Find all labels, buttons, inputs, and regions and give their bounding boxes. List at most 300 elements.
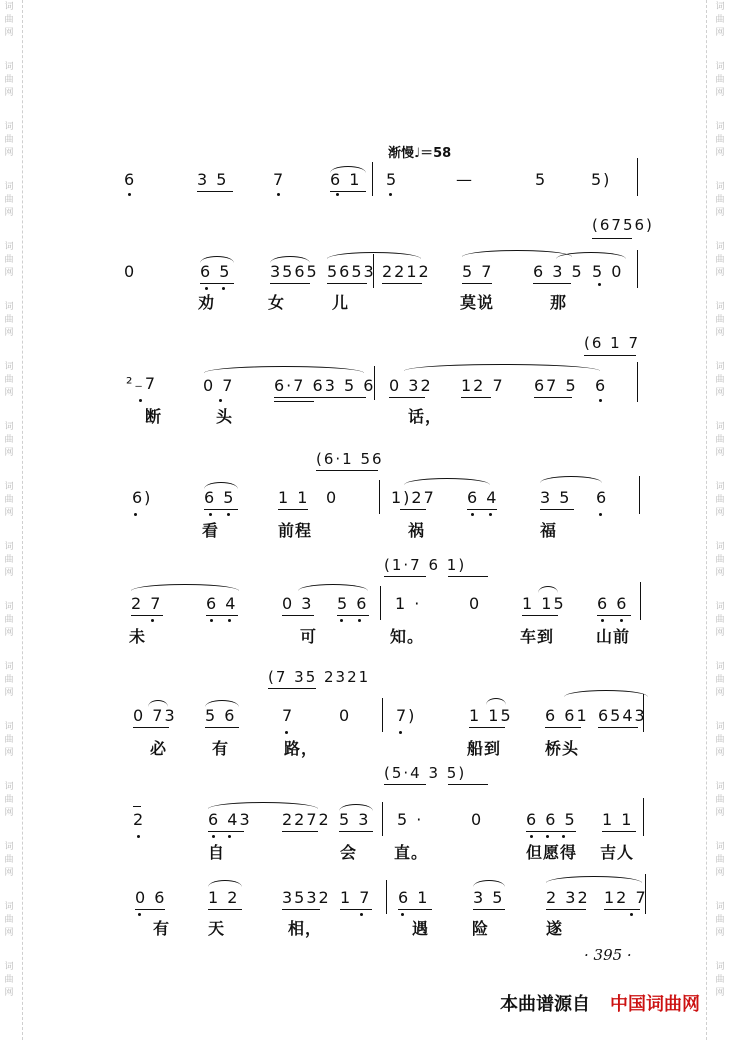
note-group: 6 4: [467, 488, 499, 507]
bar-line: [639, 476, 640, 514]
lyric: 遂: [546, 919, 564, 938]
note-group: 6 1: [330, 170, 362, 189]
cue-notes: (5·4 3 5): [384, 764, 467, 782]
note-group: 6 6 5: [526, 810, 577, 829]
lyric: 相，: [288, 919, 323, 938]
watermark-glyph: 词: [715, 2, 725, 12]
slur: [538, 586, 558, 593]
watermark-glyph: 曲: [4, 795, 14, 805]
beam-line: [592, 238, 632, 239]
note-group: 0 3: [282, 594, 314, 613]
lyric: 有: [153, 919, 171, 938]
slur: [546, 876, 642, 883]
note-group: 6 4: [206, 594, 238, 613]
note-group: 2212: [382, 262, 431, 281]
beam-line: [597, 615, 631, 616]
low-octave-dot: [546, 835, 549, 838]
bar-line: [643, 798, 644, 836]
note-group: 6543: [598, 706, 647, 725]
low-octave-dot: [630, 913, 633, 916]
note-group: 5: [386, 170, 399, 189]
beam-line: [337, 615, 369, 616]
lyric: 头: [216, 407, 234, 426]
beam-line: [448, 784, 488, 785]
watermark-glyph: 曲: [715, 375, 725, 385]
beam-line: [206, 615, 238, 616]
low-octave-dot: [209, 513, 212, 516]
watermark-glyph: 词: [4, 722, 14, 732]
note-group: 5 6: [337, 594, 369, 613]
note-group: 0: [124, 262, 137, 281]
watermark-glyph: 词: [4, 842, 14, 852]
watermark-glyph: 曲: [4, 975, 14, 985]
note-group: 7: [273, 170, 286, 189]
watermark-glyph: 词: [4, 122, 14, 132]
watermark-glyph: 网: [715, 268, 725, 278]
watermark-glyph: 曲: [715, 135, 725, 145]
note-group: 6: [124, 170, 137, 189]
note-group: 7: [282, 706, 295, 725]
footer-site-name[interactable]: 中国词曲网: [610, 994, 700, 1015]
note-group: 5653: [327, 262, 376, 281]
beam-line: [274, 397, 366, 398]
slur: [339, 804, 373, 811]
bar-line: [372, 162, 373, 196]
note-group: 1 2: [208, 888, 240, 907]
watermark-glyph: 词: [4, 902, 14, 912]
beam-line: [282, 615, 314, 616]
watermark-glyph: 网: [715, 388, 725, 398]
lyric: 祸: [408, 521, 426, 540]
lyric: 儿: [332, 293, 350, 312]
lyric: 女: [268, 293, 286, 312]
lyric: 会: [340, 843, 358, 862]
watermark-glyph: 网: [715, 688, 725, 698]
watermark-glyph: 网: [715, 988, 725, 998]
watermark-glyph: 网: [4, 88, 14, 98]
lyric: 话，: [408, 407, 443, 426]
slur: [208, 802, 318, 809]
watermark-glyph: 词: [715, 422, 725, 432]
low-octave-dot: [222, 287, 225, 290]
beam-line: [382, 283, 422, 284]
watermark-glyph: 曲: [4, 495, 14, 505]
beam-line: [473, 909, 505, 910]
beam-line: [462, 283, 492, 284]
lyric: 自: [208, 843, 226, 862]
note-group: 2 32: [546, 888, 590, 907]
watermark-glyph: 词: [715, 662, 725, 672]
beam-line: [398, 909, 432, 910]
low-octave-dot: [285, 731, 288, 734]
low-octave-dot: [401, 913, 404, 916]
watermark-glyph: 曲: [4, 195, 14, 205]
note-group: 5 7: [462, 262, 494, 281]
note-group: 1 7: [340, 888, 372, 907]
note-group: 6: [595, 376, 608, 395]
slur: [564, 690, 648, 697]
beam-line: [340, 909, 372, 910]
lyric: 看: [202, 521, 220, 540]
watermark-glyph: 词: [715, 62, 725, 72]
lyric: 遇: [412, 919, 430, 938]
note-group: 12 7: [461, 376, 505, 395]
watermark-glyph: 网: [715, 628, 725, 638]
cue-notes: (6·1 56: [316, 450, 384, 468]
note-group: 6): [132, 488, 153, 507]
watermark-glyph: 曲: [4, 435, 14, 445]
watermark-glyph: 词: [4, 542, 14, 552]
lyric: 险: [472, 919, 490, 938]
bar-line: [379, 480, 380, 514]
beam-line: [268, 688, 316, 689]
watermark-glyph: 网: [715, 208, 725, 218]
watermark-glyph: 网: [4, 208, 14, 218]
beam-line: [384, 784, 426, 785]
note-group: 0: [469, 594, 482, 613]
watermark-glyph: 网: [4, 568, 14, 578]
cue-notes: (6756): [592, 216, 654, 234]
beam-line: [526, 831, 576, 832]
watermark-glyph: 词: [715, 782, 725, 792]
cue-notes: (7 35 2321: [268, 668, 371, 686]
watermark-glyph: 曲: [715, 555, 725, 565]
low-octave-dot: [360, 913, 363, 916]
bar-line: [373, 254, 374, 288]
note-group: 3 5: [540, 488, 572, 507]
watermark-glyph: 网: [715, 328, 725, 338]
watermark-glyph: 词: [4, 2, 14, 12]
note-group: 5 6: [205, 706, 237, 725]
watermark-glyph: 词: [715, 362, 725, 372]
bar-line: [645, 874, 646, 914]
beam-line: [208, 909, 242, 910]
watermark-glyph: 网: [715, 808, 725, 818]
note-group: 6·7 63 5 6: [274, 376, 376, 395]
watermark-glyph: 曲: [4, 855, 14, 865]
note-group: 3 5: [197, 170, 229, 189]
note-group: 6 3 5: [533, 262, 584, 281]
watermark-glyph: 词: [4, 602, 14, 612]
note-group: 12 7: [604, 888, 648, 907]
note-group: 3 5: [473, 888, 505, 907]
note-group: —: [456, 170, 474, 189]
page-number: · 395 ·: [584, 946, 632, 964]
slur: [486, 698, 506, 705]
lyric: 知。: [390, 627, 425, 646]
watermark-glyph: 曲: [4, 675, 14, 685]
note-group: 6 5: [204, 488, 236, 507]
watermark-glyph: 网: [715, 868, 725, 878]
watermark-glyph: 词: [715, 302, 725, 312]
note-group: 0 7: [203, 376, 235, 395]
watermark-glyph: 曲: [715, 975, 725, 985]
lyric: 那: [550, 293, 568, 312]
beam-line: [389, 397, 425, 398]
beam-line: [400, 509, 426, 510]
note-group: 1 1: [602, 810, 634, 829]
note-group: 2272: [282, 810, 331, 829]
note-group: 67 5: [534, 376, 578, 395]
note-group: 3565: [270, 262, 319, 281]
beam-line: [448, 576, 488, 577]
watermark-glyph: 词: [715, 602, 725, 612]
beam-line: [598, 727, 638, 728]
watermark-glyph: 网: [715, 28, 725, 38]
lyric: 船到: [467, 739, 502, 758]
low-octave-dot: [151, 619, 154, 622]
watermark-glyph: 曲: [715, 735, 725, 745]
beam-line: [204, 509, 238, 510]
footer-source-label: 本曲谱源自: [500, 994, 590, 1015]
watermark-glyph: 网: [715, 148, 725, 158]
watermark-glyph: 曲: [715, 255, 725, 265]
note-group: 5 ·: [397, 810, 424, 829]
slur: [404, 364, 600, 371]
watermark-glyph: 曲: [715, 915, 725, 925]
watermark-glyph: 词: [4, 662, 14, 672]
slur: [131, 584, 239, 591]
lyric: 路，: [284, 739, 319, 758]
right-margin-rule: [706, 0, 707, 1040]
low-octave-dot: [336, 193, 339, 196]
watermark-glyph: 曲: [4, 375, 14, 385]
note-group: 6 6: [597, 594, 629, 613]
slur: [148, 700, 168, 707]
bar-line: [643, 694, 644, 732]
watermark-glyph: 网: [715, 448, 725, 458]
low-octave-dot: [620, 619, 623, 622]
watermark-glyph: 词: [4, 242, 14, 252]
bar-line: [380, 586, 381, 620]
slur: [473, 880, 505, 887]
low-octave-dot: [137, 835, 140, 838]
note-group: 2 7: [131, 594, 163, 613]
watermark-glyph: 曲: [4, 75, 14, 85]
watermark-glyph: 词: [715, 242, 725, 252]
watermark-glyph: 词: [715, 122, 725, 132]
watermark-glyph: 网: [4, 388, 14, 398]
low-octave-dot: [277, 193, 280, 196]
low-octave-dot: [471, 513, 474, 516]
watermark-glyph: 词: [4, 182, 14, 192]
slur: [298, 584, 368, 591]
low-octave-dot: [139, 399, 142, 402]
beam-line: [200, 283, 234, 284]
watermark-glyph: 曲: [4, 15, 14, 25]
watermark-glyph: 网: [4, 628, 14, 638]
beam-line: [339, 831, 373, 832]
note-group: 2: [133, 810, 146, 829]
beam-line: [584, 355, 636, 356]
watermark-glyph: 曲: [715, 315, 725, 325]
low-octave-dot: [228, 619, 231, 622]
lyric: 吉人: [600, 843, 635, 862]
watermark-glyph: 词: [4, 482, 14, 492]
watermark-glyph: 网: [4, 808, 14, 818]
watermark-glyph: 词: [715, 842, 725, 852]
slur: [205, 700, 239, 707]
lyric: 前程: [278, 521, 313, 540]
lyric: 福: [540, 521, 558, 540]
watermark-glyph: 曲: [715, 15, 725, 25]
watermark-glyph: 词: [4, 302, 14, 312]
beam-line: [461, 397, 491, 398]
slur: [270, 256, 310, 263]
cue-notes: (6 1 7: [584, 334, 641, 352]
watermark-glyph: 曲: [715, 435, 725, 445]
note-group: 1 ·: [395, 594, 422, 613]
watermark-glyph: 曲: [715, 795, 725, 805]
note-group: 1 15: [469, 706, 513, 725]
watermark-glyph: 网: [4, 928, 14, 938]
note-group: 6: [596, 488, 609, 507]
beam-line: [384, 576, 426, 577]
slur: [404, 478, 490, 485]
beam-line: [208, 831, 244, 832]
low-octave-dot: [210, 619, 213, 622]
beam-line: [327, 283, 367, 284]
slur: [330, 166, 366, 173]
note-group: 0 6: [135, 888, 167, 907]
beam-line: [135, 909, 165, 910]
low-octave-dot: [562, 835, 565, 838]
slur: [540, 476, 602, 483]
note-group: 6 61: [545, 706, 589, 725]
low-octave-dot: [598, 283, 601, 286]
beam-line: [604, 909, 640, 910]
watermark-glyph: 网: [715, 508, 725, 518]
low-octave-dot: [530, 835, 533, 838]
cue-notes: (1·7 6 1): [384, 556, 467, 574]
watermark-glyph: 网: [4, 988, 14, 998]
beam-line: [282, 831, 318, 832]
low-octave-dot: [212, 835, 215, 838]
slur: [204, 482, 238, 489]
watermark-glyph: 曲: [4, 735, 14, 745]
bar-line: [374, 366, 375, 400]
note-group: 6 1: [398, 888, 430, 907]
lyric: 劝: [198, 293, 216, 312]
watermark-glyph: 曲: [715, 495, 725, 505]
lyric: 必: [150, 739, 168, 758]
watermark-glyph: 网: [4, 268, 14, 278]
lyric: 天: [208, 919, 226, 938]
lyric: 山前: [596, 627, 631, 646]
lyric: 直。: [394, 843, 429, 862]
slur: [556, 252, 626, 259]
beam-line: [330, 191, 366, 192]
low-octave-dot: [219, 399, 222, 402]
watermark-glyph: 网: [4, 328, 14, 338]
beam-line: [540, 509, 574, 510]
low-octave-dot: [489, 513, 492, 516]
lyric: 可: [300, 627, 318, 646]
watermark-glyph: 网: [4, 688, 14, 698]
low-octave-dot: [227, 513, 230, 516]
low-octave-dot: [599, 513, 602, 516]
lyric: 未: [129, 627, 147, 646]
watermark-glyph: 曲: [4, 555, 14, 565]
bar-line: [382, 698, 383, 732]
left-margin-rule: [22, 0, 23, 1040]
watermark-glyph: 网: [4, 508, 14, 518]
beam-line: [197, 191, 233, 192]
beam-line: [205, 727, 239, 728]
watermark-glyph: 曲: [715, 675, 725, 685]
low-octave-dot: [134, 513, 137, 516]
slur: [327, 252, 421, 259]
watermark-glyph: 词: [4, 782, 14, 792]
watermark-glyph: 词: [4, 362, 14, 372]
note-group: 0 73: [133, 706, 177, 725]
note-group: 1 15: [522, 594, 566, 613]
watermark-glyph: 词: [4, 62, 14, 72]
watermark-glyph: 曲: [4, 615, 14, 625]
beam-line: [133, 727, 169, 728]
note-group: 0: [471, 810, 484, 829]
watermark-glyph: 曲: [715, 855, 725, 865]
watermark-glyph: 网: [4, 148, 14, 158]
watermark-glyph: 网: [4, 868, 14, 878]
beam-line: [602, 831, 636, 832]
watermark-glyph: 曲: [4, 255, 14, 265]
note-group: 1)27: [391, 488, 436, 507]
bar-line: [640, 582, 641, 620]
watermark-glyph: 曲: [715, 615, 725, 625]
low-octave-dot: [389, 193, 392, 196]
watermark-glyph: 曲: [715, 195, 725, 205]
bar-line: [382, 802, 383, 836]
beam-line: [533, 283, 571, 284]
watermark-glyph: 词: [715, 542, 725, 552]
beam-line: [274, 401, 314, 402]
beam-line: [133, 806, 141, 807]
note-group: 6 43: [208, 810, 252, 829]
tempo-marking: 渐慢♩＝58: [388, 146, 452, 161]
low-octave-dot: [128, 193, 131, 196]
watermark-glyph: 词: [4, 962, 14, 972]
beam-line: [467, 509, 497, 510]
note-group: 3532: [282, 888, 331, 907]
beam-line: [469, 727, 505, 728]
beam-line: [545, 727, 581, 728]
slur: [200, 256, 234, 263]
slur: [462, 250, 572, 257]
watermark-glyph: 词: [715, 182, 725, 192]
beam-line: [534, 397, 572, 398]
beam-line: [282, 909, 320, 910]
watermark-glyph: 词: [715, 962, 725, 972]
watermark-glyph: 曲: [4, 315, 14, 325]
watermark-glyph: 词: [715, 482, 725, 492]
beam-line: [270, 283, 310, 284]
low-octave-dot: [228, 835, 231, 838]
lyric: 莫说: [460, 293, 495, 312]
note-group: 5: [535, 170, 548, 189]
watermark-glyph: 网: [4, 28, 14, 38]
watermark-glyph: 网: [715, 928, 725, 938]
watermark-glyph: 网: [4, 448, 14, 458]
bar-line: [637, 250, 638, 288]
watermark-glyph: 网: [4, 748, 14, 758]
note-group: 5 0: [592, 262, 624, 281]
note-group: 7): [396, 706, 417, 725]
slur: [204, 366, 364, 373]
lyric: 桥头: [545, 739, 580, 758]
low-octave-dot: [399, 731, 402, 734]
bar-line: [637, 362, 638, 402]
